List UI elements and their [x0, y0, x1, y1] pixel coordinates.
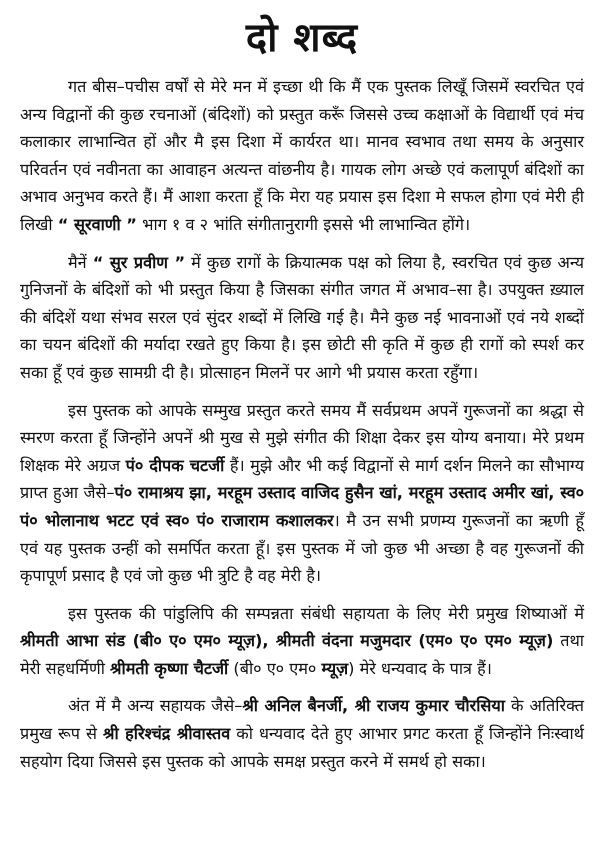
- page-title: दो शब्द: [245, 15, 359, 61]
- text-segment: गत बीस–पचीस वर्षों से मेरे मन में इच्छा थी कि मैं एक पुस्तक लिखूँ जिसमें स्वरचित एवं अन्य विद्वानों की कुछ रचनाओं (बंदिशों) को प्रस्तुत करूँ जिससे उच्च कक्षाओं के विद्यार्थी एवं मंच कलाकार लाभान्वित हों और मै इस दिशा में कार्यरत था। मानव स्वभाव तथा समय के अनुसार परिवर्तन एवं नवीनता का आवाहन अत्यन्त वांछनीय है। गायक लोग अच्छे एवं कलापूर्ण बंदिशों का अभाव अनुभव करते हैं। मैं आशा करता हूँ कि मेरा यह प्रयास इस दिशा मे सफल होगा एवं मेरी ही लिखी: [20, 77, 584, 234]
- paragraph: [20, 692, 584, 775]
- bold-text: श्रीमती कृष्णा चैटर्जी: [110, 658, 229, 678]
- bold-text: श्रीमती आभा संड (बी० ए० एम० म्यूज़), श्रीमती वंदना मजुमदार (एम० ए० एम० म्यूज़): [20, 631, 554, 651]
- bold-text: “ सूरवाणी ”: [57, 214, 137, 234]
- text-segment: ) मेरे धन्यवाद के पात्र हैं।: [348, 658, 492, 678]
- bold-text: म्यूज़: [321, 658, 349, 678]
- paragraph: [20, 249, 584, 387]
- text-segment: तथा मेरी सहधर्मिणी: [20, 631, 584, 678]
- bold-text: पं० रामाश्रय झा, मरहूम उस्ताद वाजिद हुसैन खां, मरहूम उस्ताद अमीर खां, स्व० पं० भोलानाथ भटट एवं स्व० पं० राजाराम कशालकर: [20, 483, 584, 530]
- document-page: [0, 8, 600, 775]
- text-segment: को धन्यवाद देते हुए आभार प्रगट करता हूँ जिन्होंने निःस्वार्थ सहयोग दिया जिससे इस पुस्तक को आपके समक्ष प्रस्तुत करने में समर्थ हो सका।: [20, 724, 584, 771]
- text-segment: मैनें: [68, 252, 93, 272]
- text-segment: । मै उन सभी प्रणम्य गुरूजनों का ऋणी हूँ एवं यह पुस्तक उन्हीं को समर्पित करता हूँ। इस पुस्तक में जो कुछ भी अच्छा है वह गुरूजनों की कृपापूर्ण प्रसाद है एवं जो कुछ भी त्रुटि है वह मेरी है।: [20, 510, 585, 586]
- bold-text: श्री हरिश्चंद्र श्रीवास्तव: [102, 724, 231, 744]
- document-body: [20, 73, 584, 775]
- text-segment: में कुछ रागों के क्रियात्मक पक्ष को लिया है, स्वरचित एवं कुछ अन्य गुनिजनों के बंदिशों को भी प्रस्तुत किया है जिसका संगीत जगत में अभाव–सा है। उपयुक्त ख़्याल की बंदिशें यथा संभव सरल एवं सुंदर शब्दों में लिखि गई है। मैने कुछ नई भावनाओं एवं नये शब्दों का चयन बंदिशों की मर्यादा रखते हुए किया है। इस छोटी सी कृति में कुछ ही रागों को स्पर्श कर सका हूँ एवं कुछ सामग्री दी है। प्रोत्साहन मिलनें पर आगे भी प्रयास करता रहुँगा।: [20, 252, 585, 382]
- paragraph: [20, 600, 584, 683]
- text-segment: हैं। मुझे और भी कई विद्वानों से मार्ग दर्शन मिलने का सौभाग्य प्राप्त हुआ जैसे–: [20, 455, 584, 503]
- text-segment: इस पुस्तक को आपके सम्मुख प्रस्तुत करते समय मैं सर्वप्रथम अपनें गुरूजनों का श्रद्धा से स्मरण करता हूँ जिन्होंने अपनें श्री मुख से मुझे संगीत की शिक्षा देकर इस योग्य बनाया। मेरे प्रथम शिक्षक मेरे अग्रज: [20, 400, 584, 475]
- text-segment: भाग १ व २ भांति संगीतानुरागी इससे भी लाभान्वित होंगे।: [136, 214, 471, 234]
- bold-text: पं० दीपक चटर्जी: [125, 455, 225, 475]
- paragraph: [20, 397, 584, 590]
- text-segment: इस पुस्तक की पांडुलिपि की सम्पन्नता संबंधी सहायता के लिए मेरी प्रमुख शिष्याओं में: [68, 603, 584, 623]
- text-segment: (बी० ए० एम०: [228, 658, 322, 678]
- bold-text: “ सुर प्रवीण ”: [92, 252, 186, 272]
- text-segment: के अतिरिक्त प्रमुख रूप से: [20, 696, 584, 744]
- bold-text: श्री अनिल बैनर्जी, श्री राजय कुमार चौरसिया: [242, 696, 505, 716]
- text-segment: अंत में मै अन्य सहायक जैसे–: [68, 696, 243, 716]
- paragraph: [20, 73, 584, 239]
